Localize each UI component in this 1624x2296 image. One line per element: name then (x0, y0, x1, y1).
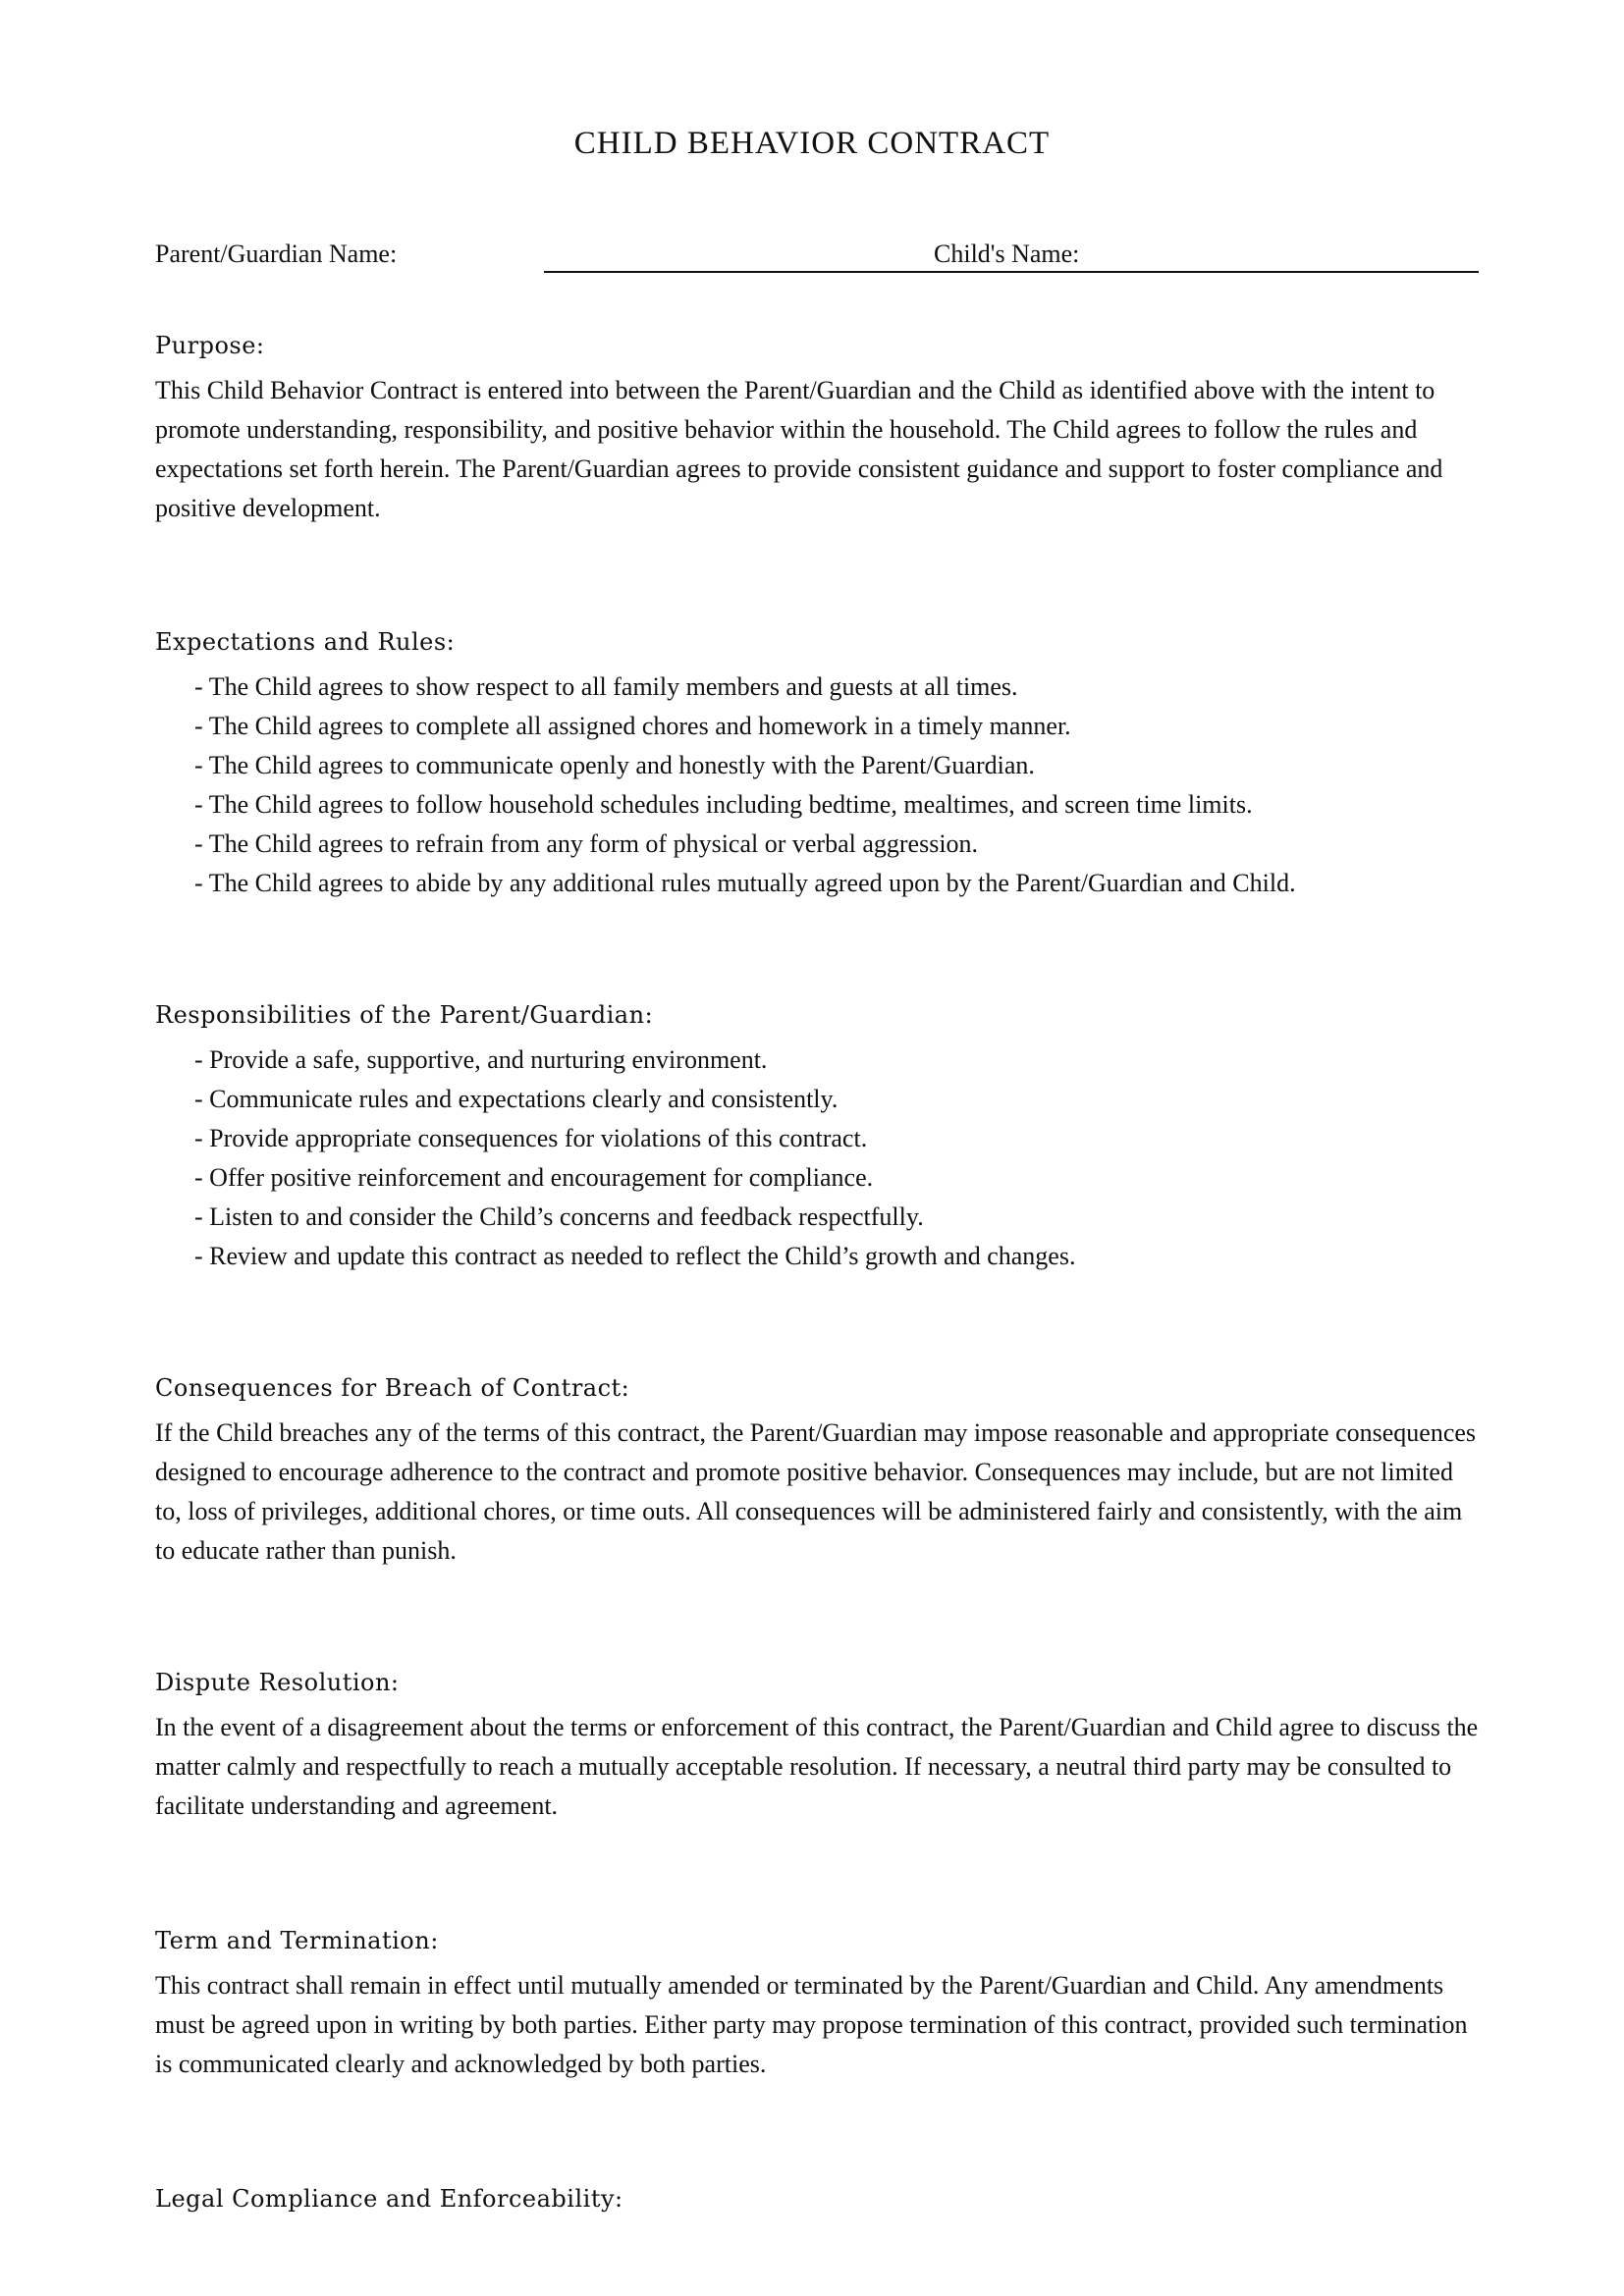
consequences-body: If the Child breaches any of the terms of this contract, the Parent/Guardian may impose reasonable and appropriate consequences designed to encourage adherence to the contract and promote positive behavior. Consequences may include, but are not limited to, loss of privileges, additional chores, or time outs. All consequences will be administered fairly and consistently, with the aim to educate rather than punish. (155, 1418, 1477, 1565)
list-item: - The Child agrees to communicate openly and honestly with the Parent/Guardian. (194, 746, 1479, 785)
expectations-heading: Expectations and Rules: (155, 628, 456, 656)
term-heading: Term and Termination: (155, 1927, 439, 1954)
expectations-section (155, 628, 1479, 903)
purpose-section (155, 332, 1479, 528)
list-item: - Listen to and consider the Child’s concerns and feedback respectfully. (194, 1198, 1479, 1237)
names-row (155, 236, 1479, 275)
list-item: - The Child agrees to refrain from any form of physical or verbal aggression. (194, 825, 1479, 864)
dispute-body: In the event of a disagreement about the terms or enforcement of this contract, the Parent/Guardian and Child agree to discuss the matter calmly and respectfully to reach a mutually acceptable resolution. If necessary, a neutral third party may be consulted to facilitate understanding and agreement. (155, 1713, 1479, 1820)
list-item: - The Child agrees to complete all assigned chores and homework in a timely manner. (194, 707, 1479, 746)
consequences-heading: Consequences for Breach of Contract: (155, 1374, 630, 1402)
term-section (155, 1927, 1479, 2084)
name-entry-line[interactable] (544, 271, 1479, 273)
list-item: - Offer positive reinforcement and encouragement for compliance. (194, 1158, 1479, 1198)
purpose-body: This Child Behavior Contract is entered into between the Parent/Guardian and the Child as identified above with the intent to promote understanding, responsibility, and positive behavior within the household. The Child agrees to follow the rules and expectations set forth herein. The Parent/Guardian agrees to provide consistent guidance and support to foster compliance and positive development. (155, 376, 1443, 522)
responsibilities-section (155, 1001, 1479, 1276)
list-item: - Review and update this contract as needed to reflect the Child’s growth and changes. (194, 1237, 1479, 1276)
child-name-label: Child's Name: (934, 240, 1080, 268)
list-item: - The Child agrees to abide by any additional rules mutually agreed upon by the Parent/Guardian and Child. (194, 864, 1479, 903)
list-item: - Communicate rules and expectations clearly and consistently. (194, 1080, 1479, 1119)
responsibilities-list (155, 1041, 1479, 1276)
document-title: CHILD BEHAVIOR CONTRACT (573, 126, 1051, 161)
term-body: This contract shall remain in effect until mutually amended or terminated by the Parent/Guardian and Child. Any amendments must be agreed upon in writing by both parties. Either party may propose termination of this contract, provided such termination is communicated clearly and acknowledged by both parties. (155, 1971, 1468, 2078)
list-item: - The Child agrees to show respect to all family members and guests at all times. (194, 667, 1479, 707)
consequences-section (155, 1374, 1479, 1571)
list-item: - The Child agrees to follow household schedules including bedtime, mealtimes, and screen time limits. (194, 785, 1479, 825)
responsibilities-heading: Responsibilities of the Parent/Guardian: (155, 1001, 654, 1029)
expectations-list (155, 667, 1479, 903)
dispute-section (155, 1669, 1479, 1826)
purpose-heading: Purpose: (155, 332, 265, 359)
parent-guardian-name-label: Parent/Guardian Name: (155, 240, 398, 268)
list-item: - Provide a safe, supportive, and nurturing environment. (194, 1041, 1479, 1080)
legal-heading: Legal Compliance and Enforceability: (155, 2185, 623, 2213)
legal-section (155, 2185, 1479, 2224)
list-item: - Provide appropriate consequences for violations of this contract. (194, 1119, 1479, 1158)
dispute-heading: Dispute Resolution: (155, 1669, 400, 1696)
